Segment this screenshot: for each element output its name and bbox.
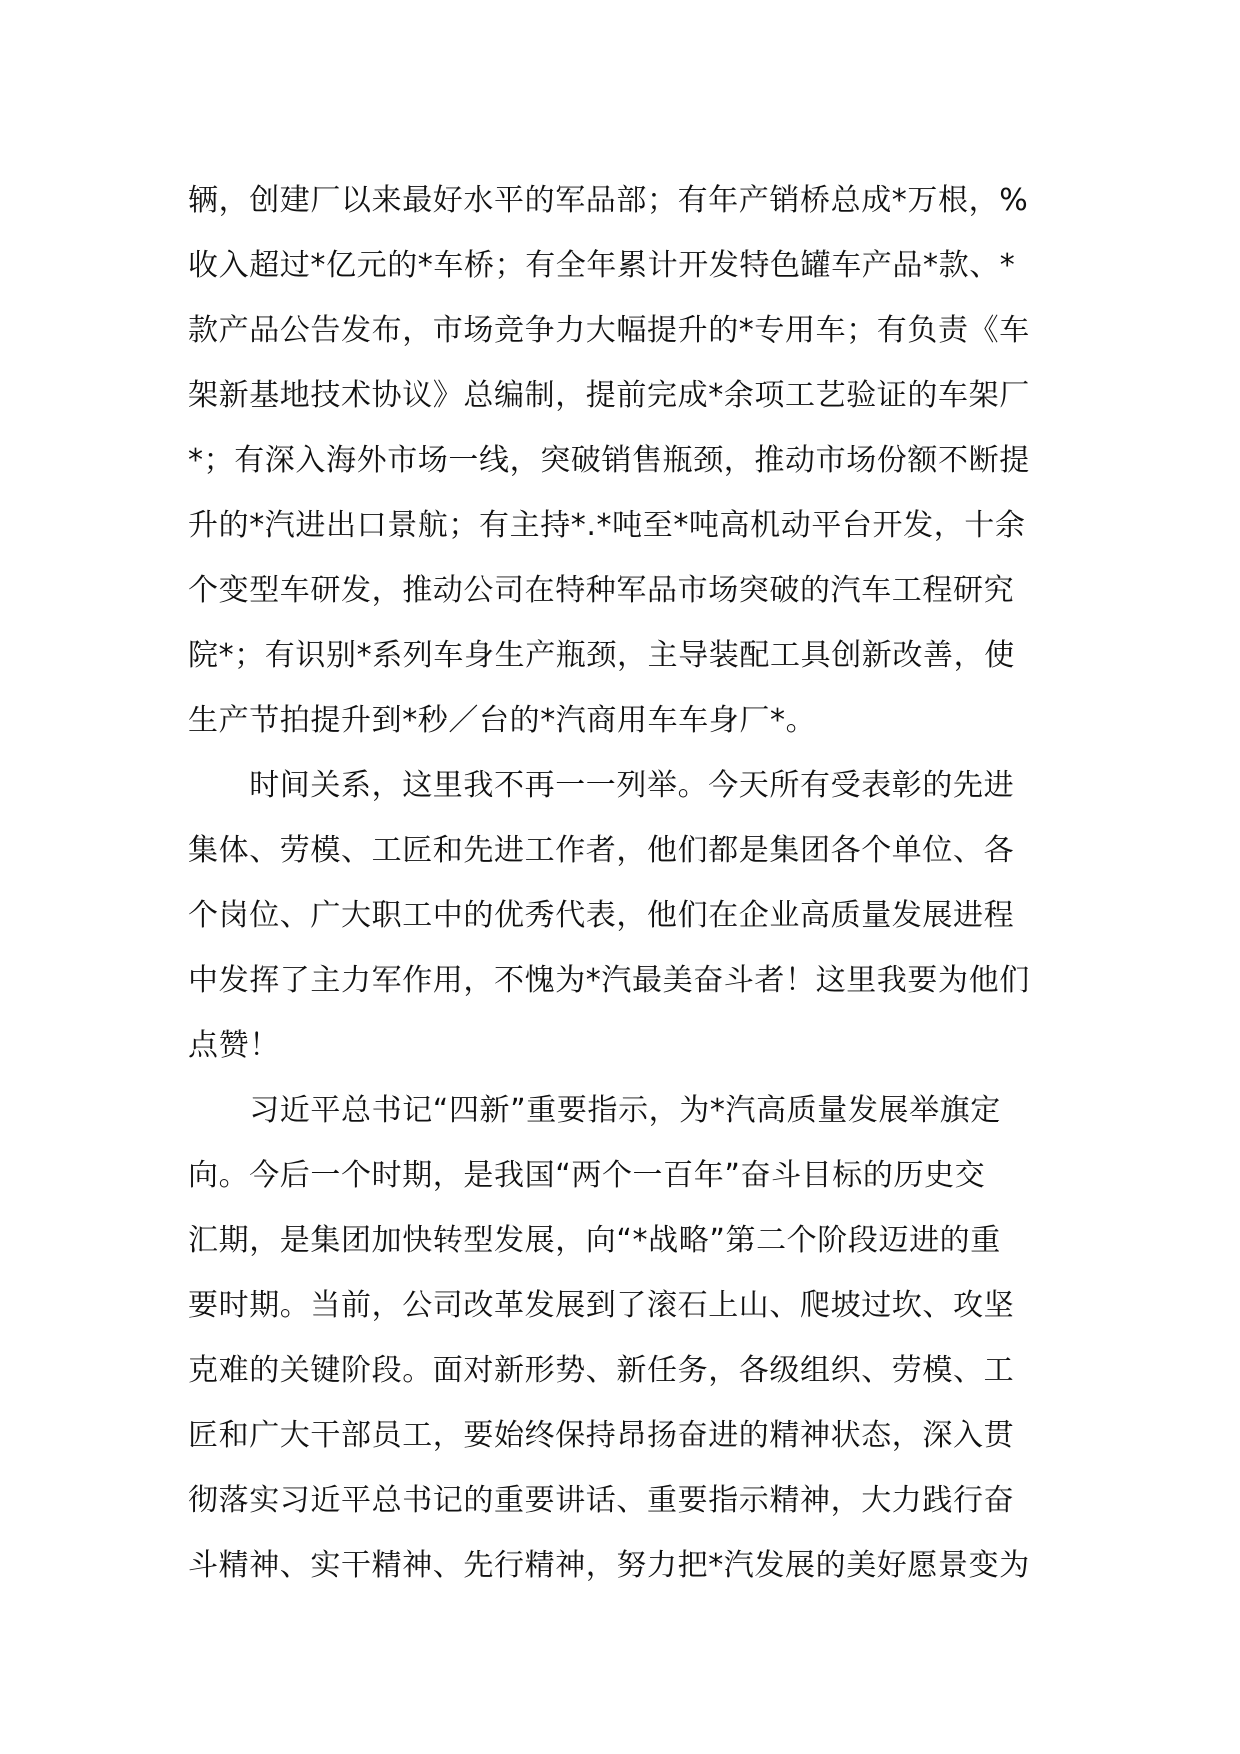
text-line: 克难的关键阶段。面对新形势、新任务，各级组织、劳模、工 — [188, 1353, 1015, 1388]
text-line: 向。今后一个时期，是我国“两个一百年”奋斗目标的历史交 — [188, 1158, 986, 1193]
text-line: 辆，创建厂以来最好水平的军品部；有年产销桥总成*万根，% — [188, 183, 1029, 218]
text-line: 汇期，是集团加快转型发展，向“*战略”第二个阶段迈进的重 — [188, 1223, 1001, 1258]
text-line: *；有深入海外市场一线，突破销售瓶颈，推动市场份额不断提 — [188, 443, 1030, 478]
text-line: 个岗位、广大职工中的优秀代表，他们在企业高质量发展进程 — [188, 898, 1015, 933]
text-line: 个变型车研发，推动公司在特种军品市场突破的汽车工程研究 — [188, 573, 1015, 608]
text-line: 要时期。当前，公司改革发展到了滚石上山、爬坡过坎、攻坚 — [188, 1288, 1015, 1323]
text-line: 点赞！ — [188, 1028, 280, 1063]
text-line: 升的*汽进出口景航；有主持*.*吨至*吨高机动平台开发，十余 — [188, 508, 1026, 543]
text-line: 款产品公告发布，市场竞争力大幅提升的*专用车；有负责《车 — [188, 313, 1030, 348]
body-text — [188, 168, 1064, 1598]
text-line: 中发挥了主力军作用，不愧为*汽最美奋斗者！这里我要为他们 — [188, 963, 1030, 998]
text-line: 集体、劳模、工匠和先进工作者，他们都是集团各个单位、各 — [188, 833, 1015, 868]
text-line: 匠和广大干部员工，要始终保持昂扬奋进的精神状态，深入贯 — [188, 1418, 1015, 1453]
text-line: 生产节拍提升到*秒／台的*汽商用车车身厂*。 — [188, 703, 817, 738]
text-line: 彻落实习近平总书记的重要讲话、重要指示精神，大力践行奋 — [188, 1483, 1015, 1518]
text-line: 时间关系，这里我不再一一列举。今天所有受表彰的先进 — [188, 768, 1015, 803]
text-line: 斗精神、实干精神、先行精神，努力把*汽发展的美好愿景变为 — [188, 1548, 1030, 1583]
text-line: 架新基地技术协议》总编制，提前完成*余项工艺验证的车架厂 — [188, 378, 1030, 413]
text-line: 收入超过*亿元的*车桥；有全年累计开发特色罐车产品*款、* — [188, 248, 1016, 283]
text-line: 院*；有识别*系列车身生产瓶颈，主导装配工具创新改善，使 — [188, 638, 1015, 673]
text-line: 习近平总书记“四新”重要指示，为*汽高质量发展举旗定 — [188, 1093, 1001, 1128]
